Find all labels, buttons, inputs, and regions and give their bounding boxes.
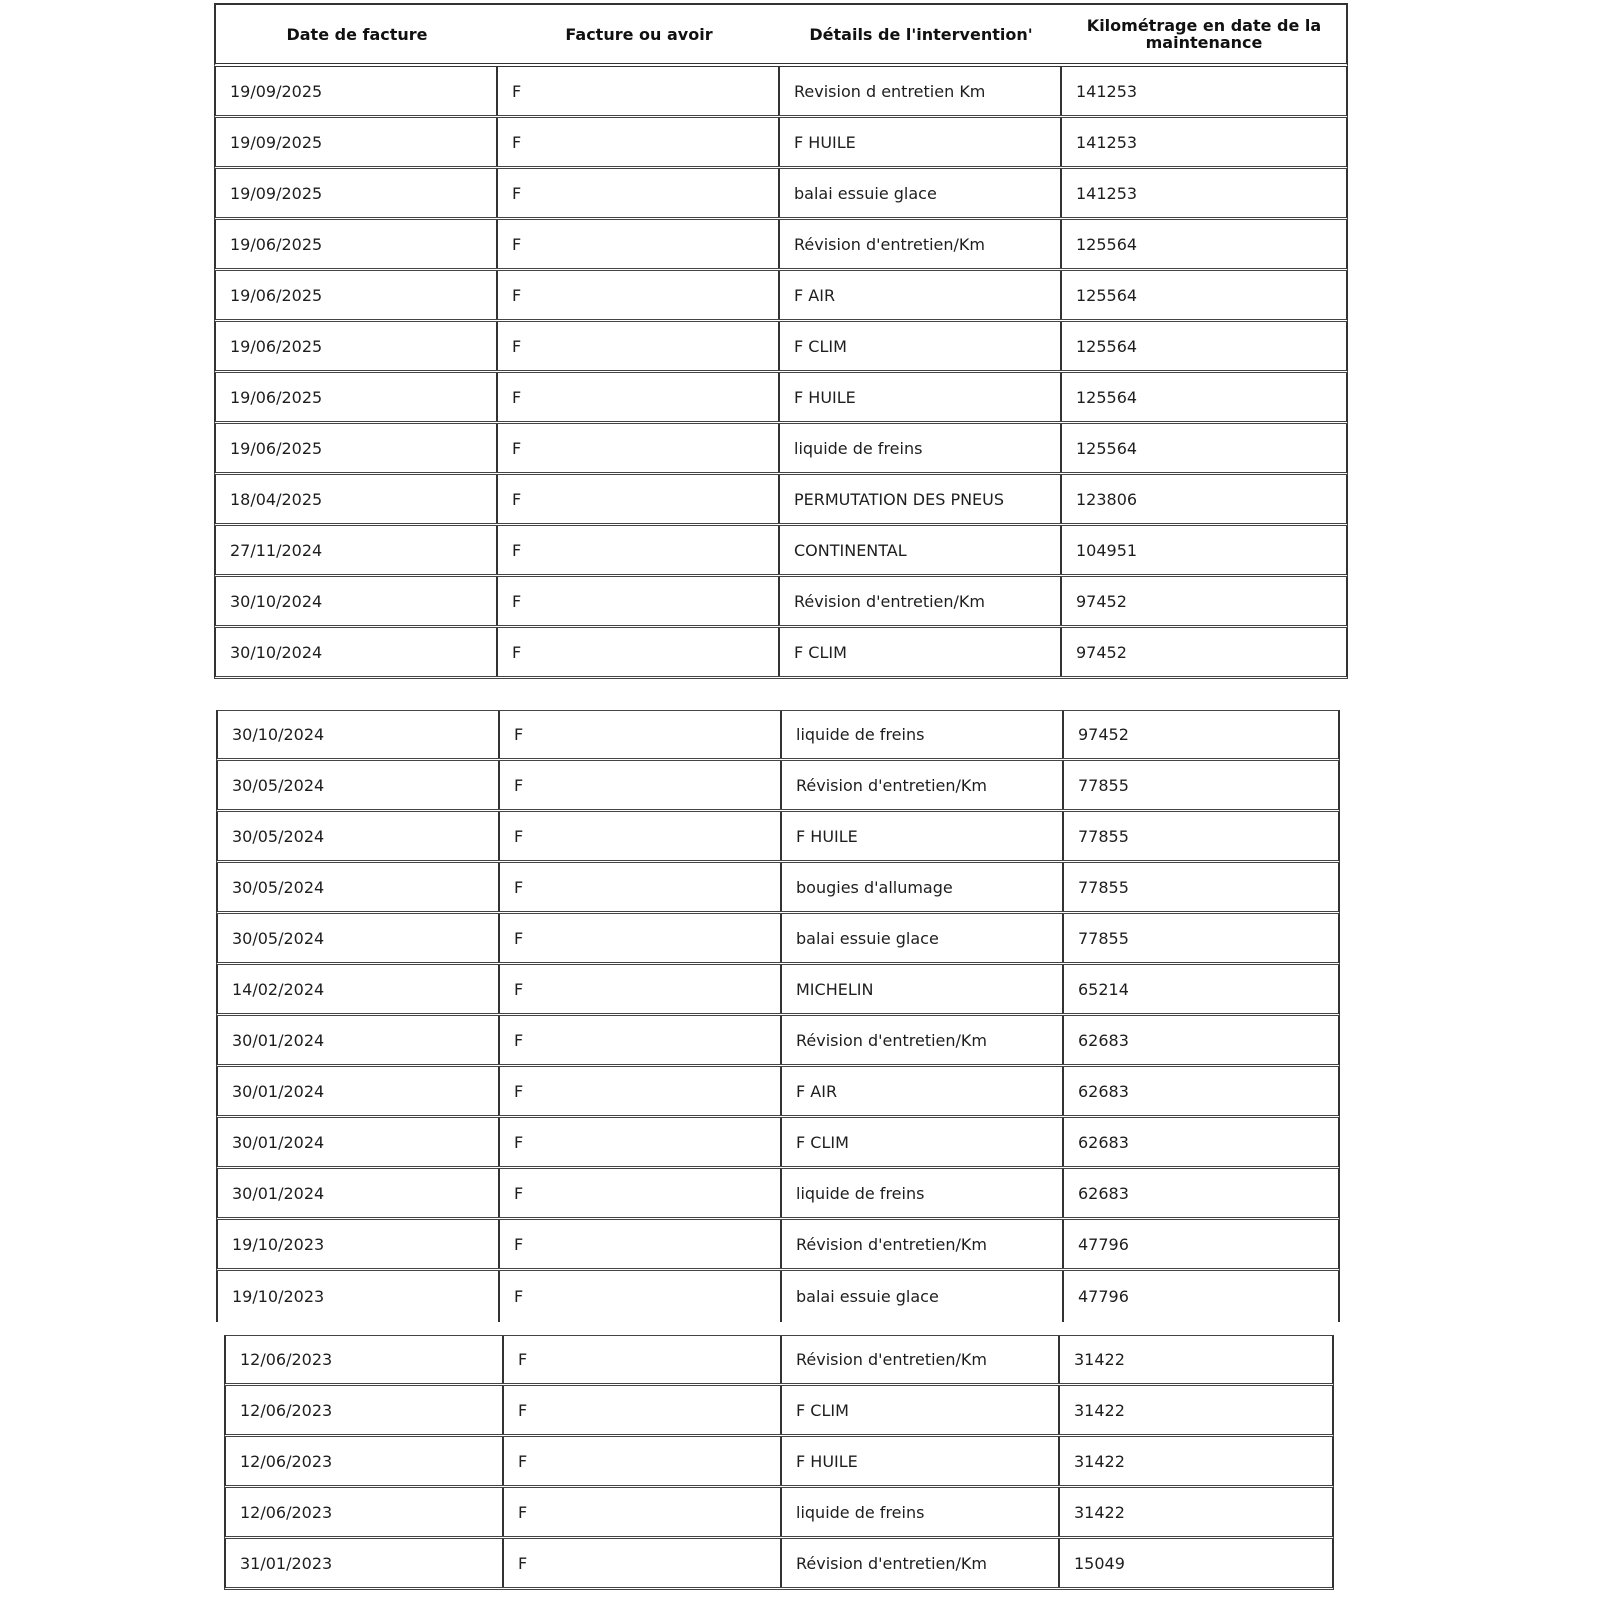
cell-type: F <box>504 1386 782 1434</box>
cell-km: 47796 <box>1078 1287 1129 1306</box>
cell-date: 19/06/2025 <box>216 424 498 472</box>
cell-type: F <box>504 1488 782 1536</box>
table-row <box>216 914 1340 965</box>
cell-km: 62683 <box>1078 1132 1129 1152</box>
maintenance-table-1 <box>214 3 1348 679</box>
cell-details: Révision d'entretien/Km <box>782 1016 1064 1064</box>
table-row <box>214 628 1348 679</box>
cell-type: F <box>500 1016 782 1064</box>
table-row <box>214 373 1348 424</box>
table-row <box>216 863 1340 914</box>
table-row <box>224 1335 1334 1386</box>
cell-type: F <box>500 1220 782 1268</box>
cell-km: 15049 <box>1074 1553 1125 1573</box>
cell-type: F <box>498 220 780 268</box>
cell-type: F <box>500 1271 782 1322</box>
cell-details: liquide de freins <box>782 1488 1060 1536</box>
header-type: Facture ou avoir <box>565 24 713 44</box>
cell-type: F <box>498 169 780 217</box>
cell-type: F <box>504 1437 782 1485</box>
table-row <box>224 1437 1334 1488</box>
cell-date: 30/05/2024 <box>218 914 500 962</box>
cell-date: 19/06/2025 <box>216 220 498 268</box>
cell-details: F CLIM <box>782 1118 1064 1166</box>
cell-date: 30/01/2024 <box>218 1169 500 1217</box>
cell-details: F AIR <box>782 1067 1064 1115</box>
cell-type: F <box>498 424 780 472</box>
cell-type: F <box>500 863 782 911</box>
cell-details: F AIR <box>780 271 1062 319</box>
cell-km: 65214 <box>1078 979 1129 999</box>
cell-km: 31422 <box>1074 1400 1125 1420</box>
cell-date: 12/06/2023 <box>226 1488 504 1536</box>
cell-date: 30/10/2024 <box>216 628 498 676</box>
cell-date: 31/01/2023 <box>226 1539 504 1587</box>
cell-details: Révision d'entretien/Km <box>782 1220 1064 1268</box>
cell-km: 62683 <box>1078 1030 1129 1050</box>
cell-details: bougies d'allumage <box>782 863 1064 911</box>
cell-details: F CLIM <box>780 322 1062 370</box>
cell-type: F <box>500 711 782 758</box>
cell-details: F CLIM <box>780 628 1062 676</box>
cell-details: liquide de freins <box>782 711 1064 758</box>
table-row <box>214 322 1348 373</box>
cell-km: 125564 <box>1076 234 1138 254</box>
cell-km: 47796 <box>1078 1234 1129 1254</box>
cell-date: 12/06/2023 <box>226 1437 504 1485</box>
table-row <box>214 118 1348 169</box>
table-row <box>214 424 1348 475</box>
cell-details: PERMUTATION DES PNEUS <box>780 475 1062 523</box>
table-row <box>214 67 1348 118</box>
cell-type: F <box>504 1539 782 1587</box>
cell-date: 19/06/2025 <box>216 271 498 319</box>
cell-date: 19/10/2023 <box>218 1271 500 1322</box>
cell-km: 125564 <box>1076 336 1138 356</box>
cell-details: F HUILE <box>782 812 1064 860</box>
cell-km: 62683 <box>1078 1081 1129 1101</box>
cell-km: 77855 <box>1078 826 1129 846</box>
cell-km: 141253 <box>1076 183 1138 203</box>
cell-km: 104951 <box>1076 540 1138 560</box>
cell-type: F <box>498 526 780 574</box>
cell-details: balai essuie glace <box>780 169 1062 217</box>
table-row <box>216 1271 1340 1322</box>
cell-type: F <box>498 271 780 319</box>
cell-details: Revision d entretien Km <box>780 67 1062 115</box>
cell-date: 30/01/2024 <box>218 1118 500 1166</box>
cell-type: F <box>500 812 782 860</box>
cell-km: 97452 <box>1078 725 1129 744</box>
maintenance-table-3 <box>224 1335 1334 1590</box>
cell-details: F HUILE <box>780 118 1062 166</box>
cell-km: 141253 <box>1076 132 1138 152</box>
cell-date: 18/04/2025 <box>216 475 498 523</box>
cell-km: 125564 <box>1076 438 1138 458</box>
cell-type: F <box>500 1169 782 1217</box>
cell-type: F <box>500 1067 782 1115</box>
table-body <box>214 67 1348 679</box>
cell-date: 19/06/2025 <box>216 373 498 421</box>
table-row <box>216 1220 1340 1271</box>
cell-km: 125564 <box>1076 285 1138 305</box>
table-row <box>214 577 1348 628</box>
table-header <box>214 3 1348 67</box>
table-row <box>216 761 1340 812</box>
cell-km: 77855 <box>1078 928 1129 948</box>
cell-date: 30/01/2024 <box>218 1016 500 1064</box>
table-row <box>216 1016 1340 1067</box>
table-row <box>214 169 1348 220</box>
table-body <box>224 1335 1334 1590</box>
table-row <box>216 812 1340 863</box>
cell-type: F <box>500 1118 782 1166</box>
table-body <box>216 710 1340 1322</box>
cell-date: 30/05/2024 <box>218 812 500 860</box>
header-date: Date de facture <box>286 24 428 44</box>
table-row <box>216 965 1340 1016</box>
cell-date: 30/05/2024 <box>218 863 500 911</box>
cell-details: CONTINENTAL <box>780 526 1062 574</box>
cell-type: F <box>498 67 780 115</box>
cell-details: liquide de freins <box>782 1169 1064 1217</box>
cell-details: F HUILE <box>782 1437 1060 1485</box>
header-details: Détails de l'intervention' <box>809 24 1033 44</box>
cell-date: 30/01/2024 <box>218 1067 500 1115</box>
table-row <box>214 220 1348 271</box>
table-row <box>216 710 1340 761</box>
cell-date: 14/02/2024 <box>218 965 500 1013</box>
cell-km: 31422 <box>1074 1451 1125 1471</box>
cell-details: Révision d'entretien/Km <box>782 1336 1060 1383</box>
cell-details: F CLIM <box>782 1386 1060 1434</box>
cell-type: F <box>500 914 782 962</box>
cell-type: F <box>498 577 780 625</box>
cell-type: F <box>498 628 780 676</box>
table-row <box>224 1488 1334 1539</box>
cell-details: F HUILE <box>780 373 1062 421</box>
cell-date: 19/06/2025 <box>216 322 498 370</box>
cell-km: 62683 <box>1078 1183 1129 1203</box>
cell-details: Révision d'entretien/Km <box>780 220 1062 268</box>
cell-details: balai essuie glace <box>782 1271 1064 1322</box>
table-row <box>216 1067 1340 1118</box>
table-row <box>214 526 1348 577</box>
cell-km: 77855 <box>1078 775 1129 795</box>
cell-date: 30/10/2024 <box>218 711 500 758</box>
cell-details: balai essuie glace <box>782 914 1064 962</box>
cell-date: 12/06/2023 <box>226 1336 504 1383</box>
cell-date: 19/09/2025 <box>216 118 498 166</box>
cell-date: 27/11/2024 <box>216 526 498 574</box>
cell-type: F <box>498 322 780 370</box>
cell-km: 97452 <box>1076 591 1127 611</box>
cell-details: Révision d'entretien/Km <box>780 577 1062 625</box>
cell-date: 19/09/2025 <box>216 169 498 217</box>
cell-km: 141253 <box>1076 81 1138 101</box>
cell-type: F <box>500 761 782 809</box>
cell-type: F <box>500 965 782 1013</box>
cell-date: 19/10/2023 <box>218 1220 500 1268</box>
cell-date: 19/09/2025 <box>216 67 498 115</box>
cell-km: 125564 <box>1076 387 1138 407</box>
cell-km: 31422 <box>1074 1350 1125 1369</box>
table-row <box>214 475 1348 526</box>
cell-type: F <box>504 1336 782 1383</box>
cell-date: 12/06/2023 <box>226 1386 504 1434</box>
cell-details: Révision d'entretien/Km <box>782 761 1064 809</box>
header-km: Kilométrage en date de la maintenance <box>1086 16 1322 52</box>
cell-date: 30/05/2024 <box>218 761 500 809</box>
maintenance-table-2 <box>216 710 1340 1322</box>
cell-km: 77855 <box>1078 877 1129 897</box>
cell-km: 123806 <box>1076 489 1138 509</box>
cell-km: 31422 <box>1074 1502 1125 1522</box>
table-row <box>224 1386 1334 1437</box>
cell-type: F <box>498 373 780 421</box>
table-row <box>216 1169 1340 1220</box>
cell-type: F <box>498 118 780 166</box>
table-row <box>224 1539 1334 1590</box>
cell-km: 97452 <box>1076 642 1127 662</box>
cell-details: Révision d'entretien/Km <box>782 1539 1060 1587</box>
cell-details: MICHELIN <box>782 965 1064 1013</box>
table-row <box>216 1118 1340 1169</box>
cell-date: 30/10/2024 <box>216 577 498 625</box>
cell-details: liquide de freins <box>780 424 1062 472</box>
cell-type: F <box>498 475 780 523</box>
table-row <box>214 271 1348 322</box>
